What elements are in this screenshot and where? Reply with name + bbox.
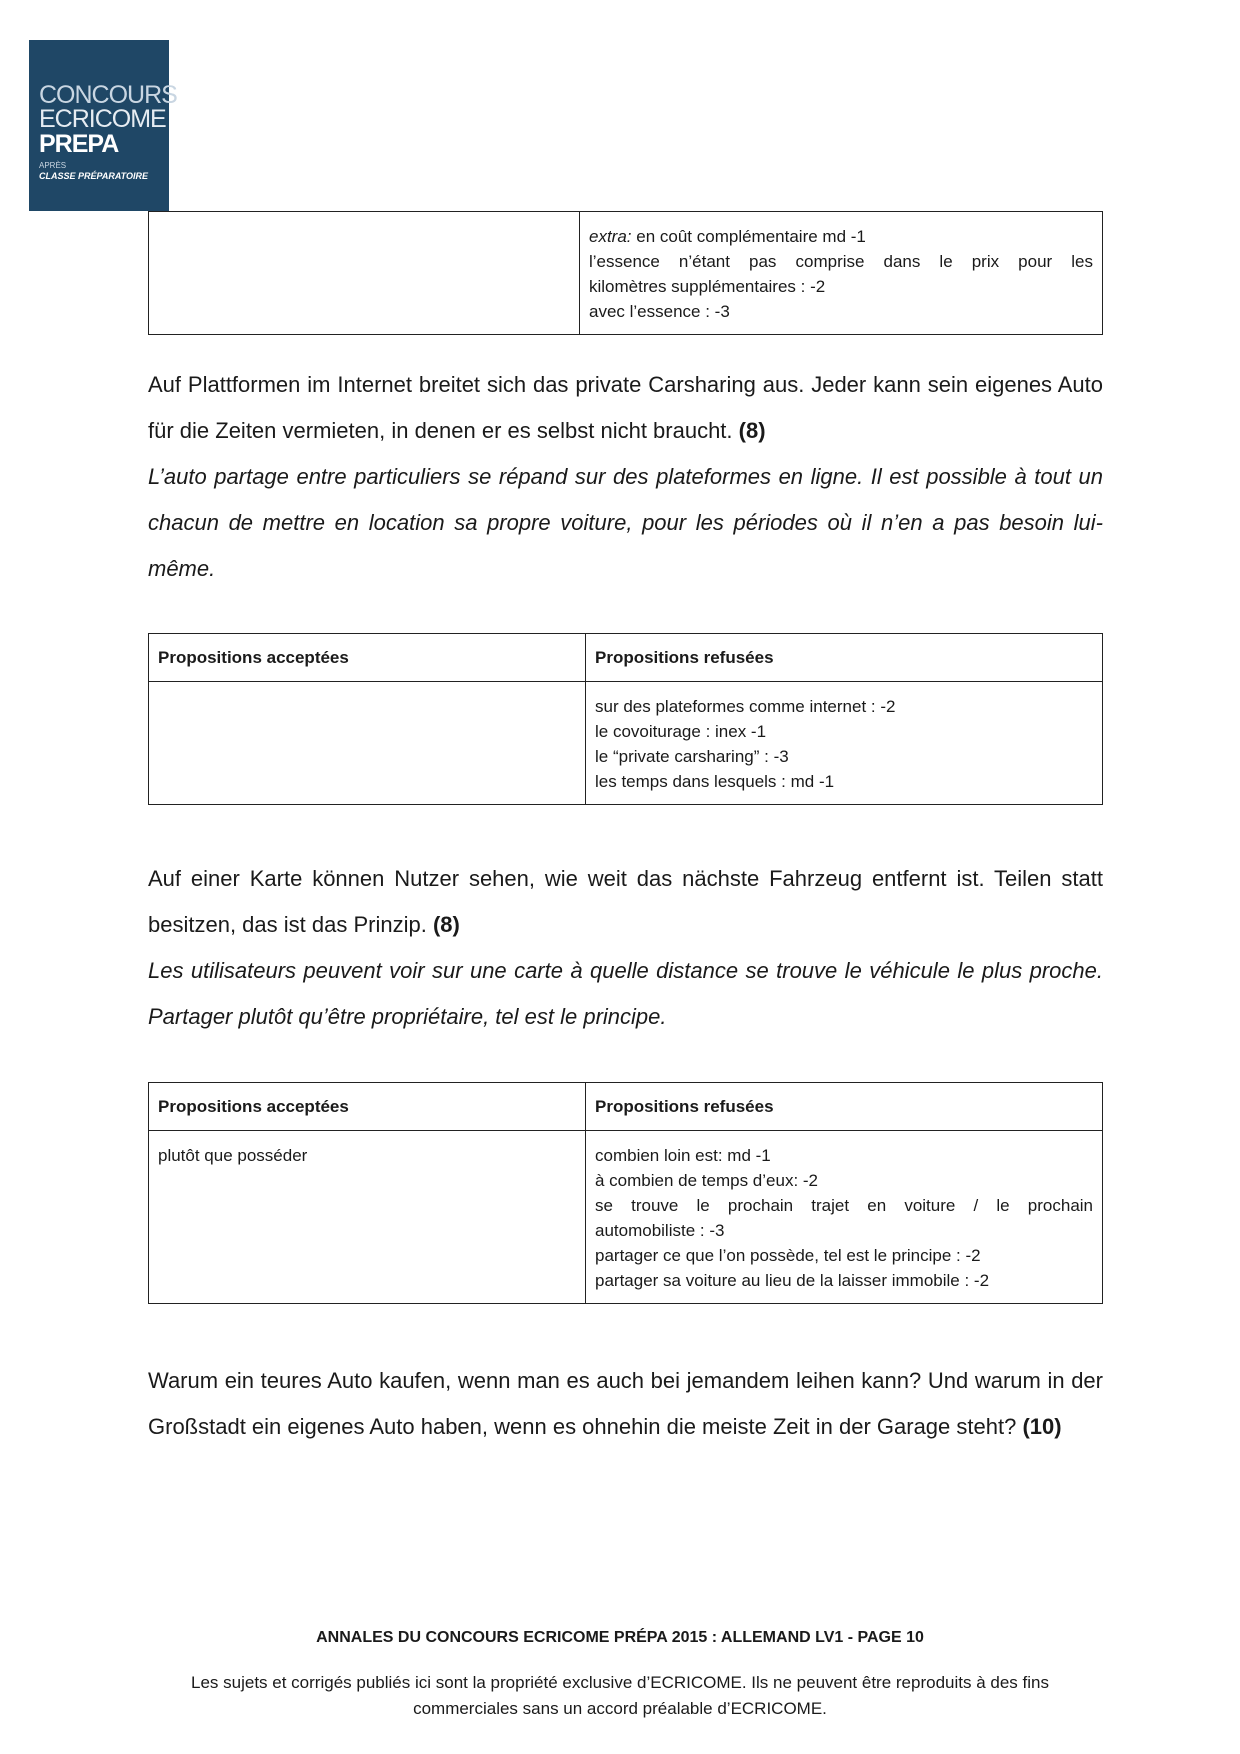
grading-table-2 (148, 1082, 1103, 1304)
refused-item: partager ce que l’on possède, tel est le principe : -2 (595, 1246, 981, 1265)
refused-item: les temps dans lesquels : md -1 (595, 772, 835, 791)
footer-copyright-note: Les sujets et corrigés publiés ici sont la propriété exclusive d’ECRICOME. Ils ne peuvent être reproduits à des fins commerciales sans un accord préalable d’ECRICOME. (191, 1673, 1049, 1718)
refused-item: à combien de temps d’eux: -2 (595, 1171, 819, 1190)
refused-cell (586, 1131, 1103, 1304)
refused-item: partager sa voiture au lieu de la laisser immobile : -2 (595, 1271, 990, 1290)
german-text: Auf einer Karte können Nutzer sehen, wie weit das nächste Fahrzeug entfernt ist. Teilen statt besitzen, das ist das Prinzip. (8) (148, 866, 1103, 937)
logo-line-prepa: PREPA (39, 130, 119, 158)
grading-table-continued (148, 211, 1103, 335)
accepted-cell (149, 212, 580, 335)
accepted-cell (149, 682, 586, 805)
grading-table-1 (148, 633, 1103, 805)
points-label: (10) (1022, 1414, 1062, 1439)
points-label: (8) (738, 418, 766, 443)
logo-line-ecricome: ECRICOME (39, 105, 166, 133)
accepted-cell (149, 1131, 586, 1304)
accepted-item: plutôt que posséder (158, 1146, 308, 1165)
ecricome-logo (29, 40, 177, 211)
refused-item: le covoiturage : inex -1 (595, 722, 767, 741)
refused-item: kilomètres supplémentaires : -2 (589, 277, 826, 296)
logo-line-apres: APRÈS (39, 161, 67, 170)
french-translation: Les utilisateurs peuvent voir sur une carte à quelle distance se trouve le véhicule le plus proche. Partager plutôt qu’être propriétaire, tel est le principe. (148, 958, 1103, 1029)
refused-item: combien loin est: md -1 (595, 1146, 771, 1165)
exercise-paragraph-3 (148, 1358, 1103, 1450)
german-text: Auf Plattformen im Internet breitet sich das private Carsharing aus. Jeder kann sein eigenes Auto für die Zeiten vermieten, in denen er es selbst nicht braucht. (8) (148, 372, 1103, 443)
refused-item: se trouve le prochain trajet en voiture / le prochain (595, 1196, 1093, 1215)
refused-cell (586, 682, 1103, 805)
exercise-paragraph-1 (148, 362, 1103, 592)
refused-item: sur des plateformes comme internet : -2 (595, 697, 896, 716)
header-accepted: Propositions acceptées (149, 634, 586, 682)
footer-title: ANNALES DU CONCOURS ECRICOME PRÉPA 2015 : ALLEMAND LV1 - PAGE 10 (316, 1629, 924, 1646)
refused-item: l’essence n’étant pas comprise dans le prix pour les (589, 252, 1093, 271)
refused-cell (580, 212, 1103, 335)
logo-line-classe: CLASSE PRÉPARATOIRE (39, 171, 149, 181)
header-accepted: Propositions acceptées (149, 1083, 586, 1131)
refused-item: extra: en coût complémentaire md -1 (589, 227, 866, 246)
header-refused: Propositions refusées (586, 1083, 1103, 1131)
logo-line-concours: CONCOURS (39, 81, 177, 109)
refused-item: avec l’essence : -3 (589, 302, 730, 321)
points-label: (8) (432, 912, 460, 937)
refused-item: le “private carsharing” : -3 (595, 747, 789, 766)
german-text: Warum ein teures Auto kaufen, wenn man es auch bei jemandem leihen kann? Und warum in der Großstadt ein eigenes Auto haben, wenn es ohnehin die meiste Zeit in der Garage steht? (10) (148, 1368, 1103, 1439)
refused-item: automobiliste : -3 (595, 1221, 725, 1240)
header-refused: Propositions refusées (586, 634, 1103, 682)
french-translation: L’auto partage entre particuliers se répand sur des plateformes en ligne. Il est possible à tout un chacun de mettre en location sa propre voiture, pour les périodes où il n’en a pas besoin lui-même. (148, 464, 1103, 581)
exercise-paragraph-2 (148, 856, 1103, 1040)
